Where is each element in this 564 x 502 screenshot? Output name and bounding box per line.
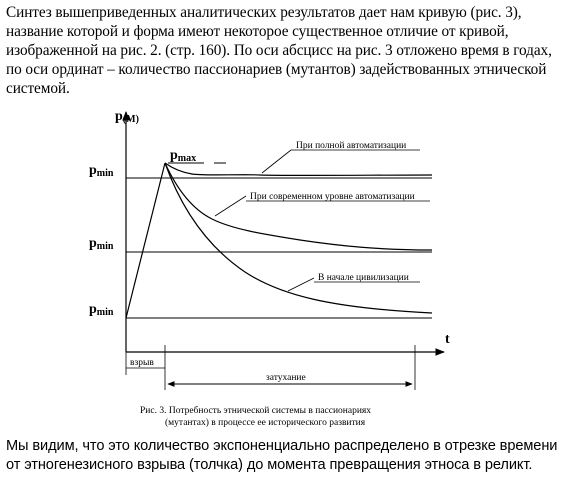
x-axis-label: t — [445, 332, 450, 347]
leader-modern — [215, 196, 246, 216]
pmax-label: pmax — [170, 148, 197, 164]
leader-start — [288, 278, 314, 291]
pmin-label-upper: pmin — [89, 163, 114, 179]
pmin-label-middle: pmin — [89, 236, 114, 252]
pmin-label-lower: pmin — [89, 302, 114, 318]
curve-full-automation — [165, 163, 432, 175]
paragraph-conclusion: Мы видим, что это количество экспоненциально распределено в отрезке времени от этногенезисного взрыва (толчка) до момента превращения этноса в реликт. — [6, 438, 558, 473]
decay-label: затухание — [266, 373, 306, 383]
curve-start-civilization — [165, 163, 432, 313]
figure-passionarity-curve — [0, 100, 564, 435]
curve-modern-automation — [165, 163, 432, 250]
figure-caption-line2: (мутантах) в процессе ее исторического развития — [165, 418, 366, 428]
rise-curve — [126, 163, 165, 318]
paragraph-intro: Синтез вышеприведенных аналитических результатов дает нам кривую (рис. 3), название которой и форма имеют некоторое существенное отличие от кривой, изображенной на рис. 2. (стр. 160). По оси абсцисс на рис. 3 отложено время в годах, по оси ординат – количество пассионариев (мутантов) задействованных этнической системой. — [6, 4, 552, 97]
y-axis-label: p(M) — [115, 109, 139, 125]
label-start-civilization: В начале цивилизации — [318, 273, 409, 283]
label-full-automation: При полной автоматизации — [296, 141, 407, 151]
label-modern-automation: При современном уровне автоматизации — [250, 192, 415, 202]
leader-full — [262, 150, 291, 173]
burst-label: взрыв — [130, 358, 154, 368]
figure-caption-line1: Рис. 3. Потребность этнической системы в пассионариях — [140, 406, 372, 416]
